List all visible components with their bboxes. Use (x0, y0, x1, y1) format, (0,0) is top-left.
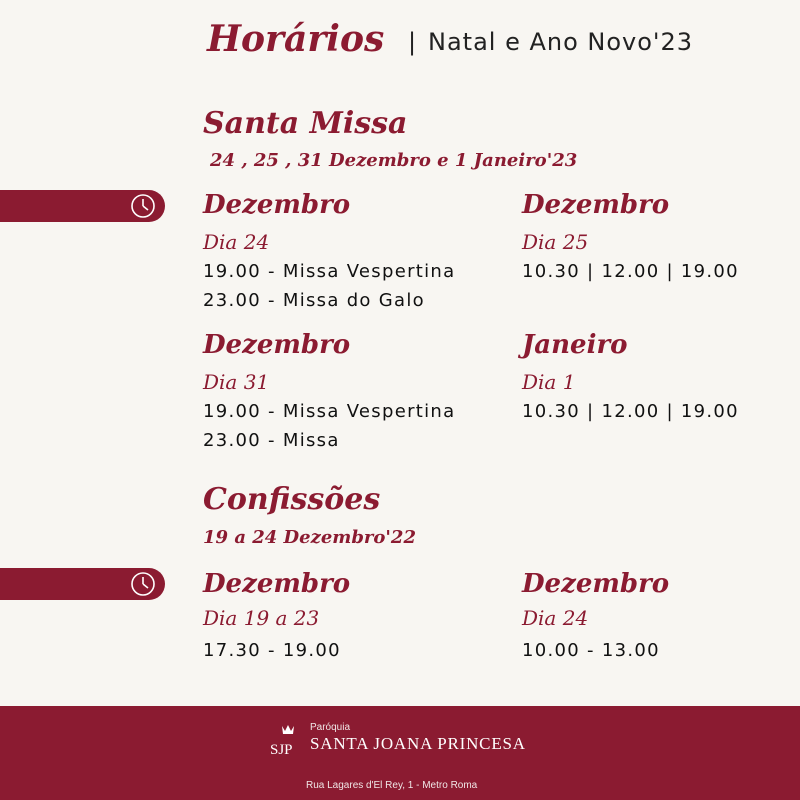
section-title-confissoes: Confissões (203, 482, 381, 517)
schedule-line: 10.30 | 12.00 | 19.00 (522, 261, 739, 282)
page-title: Horários (207, 18, 385, 60)
section-dates-missa: 24 , 25 , 31 Dezembro e 1 Janeiro'23 (210, 150, 578, 171)
clock-icon (130, 571, 156, 597)
schedule-line: 23.00 - Missa (203, 430, 340, 451)
crown-logo-icon (268, 722, 308, 762)
parish-address: Rua Lagares d'El Rey, 1 - Metro Roma (306, 780, 478, 791)
parish-name: SANTA JOANA PRINCESA (310, 734, 526, 753)
footer-banner (0, 706, 800, 800)
block-day: Dia 24 (522, 606, 589, 630)
page-subtitle: Natal e Ano Novo'23 (428, 28, 694, 56)
logo-letters: SJP (270, 742, 293, 758)
block-day: Dia 25 (522, 230, 589, 254)
schedule-line: 17.30 - 19.00 (203, 640, 341, 661)
block-day: Dia 31 (203, 370, 270, 394)
schedule-line: 19.00 - Missa Vespertina (203, 261, 456, 282)
timeline-bar-confissoes (0, 568, 165, 600)
block-month: Dezembro (203, 190, 351, 220)
section-dates-confissoes: 19 a 24 Dezembro'22 (203, 527, 416, 548)
title-separator: | (408, 28, 417, 56)
block-day: Dia 19 a 23 (203, 606, 320, 630)
schedule-line: 23.00 - Missa do Galo (203, 290, 425, 311)
section-title-missa: Santa Missa (203, 106, 408, 141)
schedule-line: 10.30 | 12.00 | 19.00 (522, 401, 739, 422)
schedule-line: 10.00 - 13.00 (522, 640, 660, 661)
block-month: Dezembro (522, 190, 670, 220)
block-month: Dezembro (522, 569, 670, 599)
block-month: Dezembro (203, 569, 351, 599)
block-day: Dia 1 (522, 370, 576, 394)
block-month: Dezembro (203, 330, 351, 360)
parish-label: Paróquia (310, 722, 351, 733)
schedule-line: 19.00 - Missa Vespertina (203, 401, 456, 422)
block-month: Janeiro (522, 330, 628, 360)
timeline-bar-missa (0, 190, 165, 222)
clock-icon (130, 193, 156, 219)
block-day: Dia 24 (203, 230, 270, 254)
